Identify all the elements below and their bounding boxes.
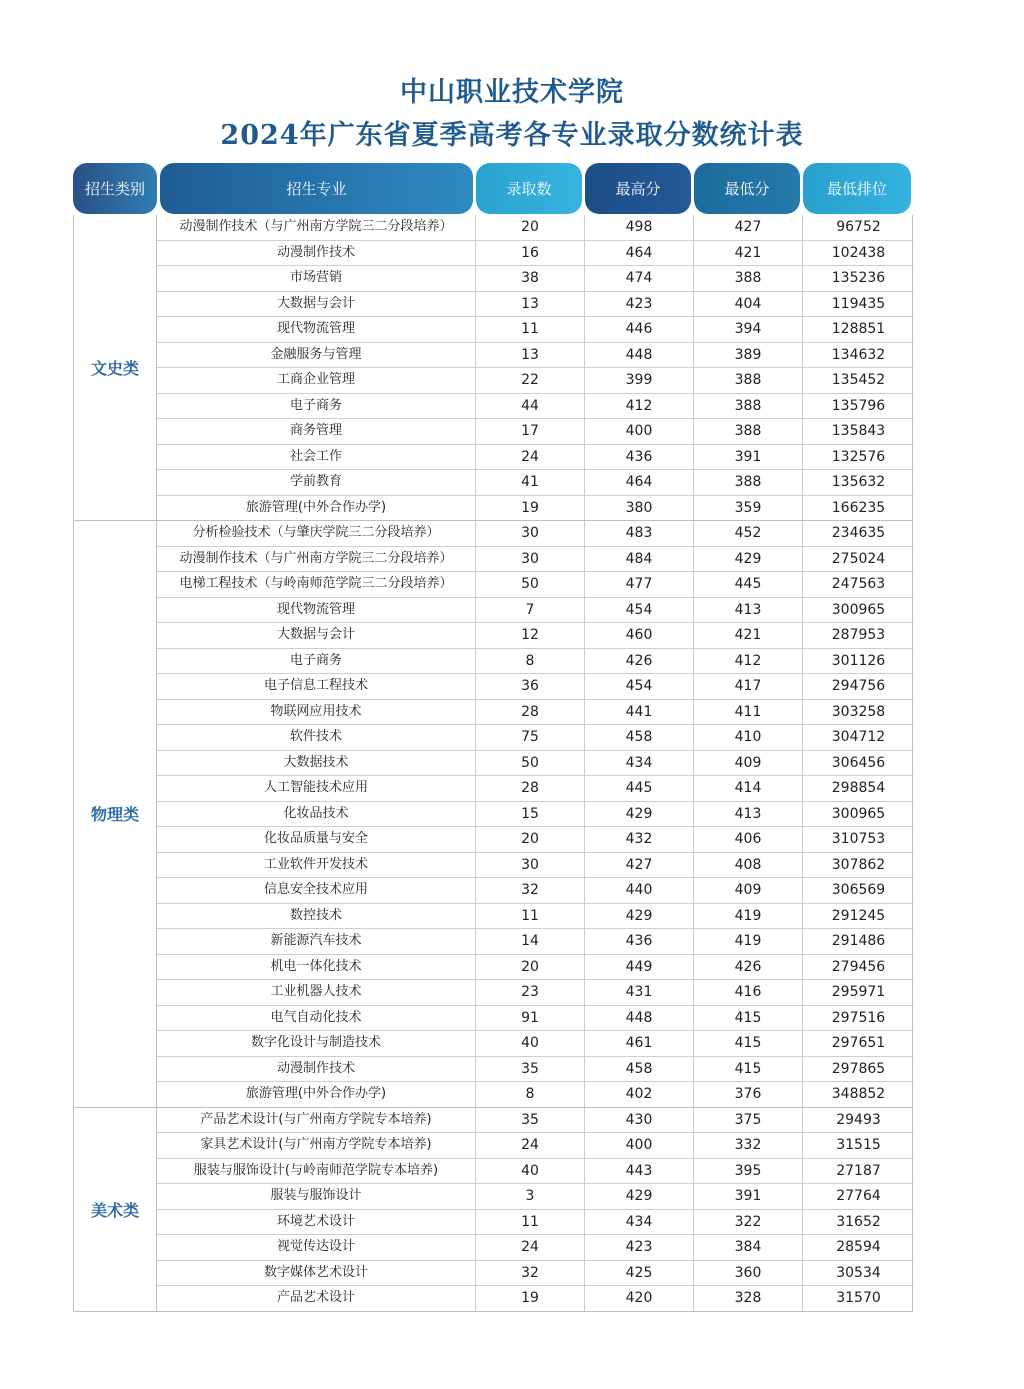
- category-group: [74, 1107, 912, 1311]
- min-score-cell: 452: [694, 521, 803, 546]
- count-cell: 24: [476, 1235, 585, 1260]
- header-max-score: 最高分: [585, 163, 691, 214]
- max-score-cell: 464: [585, 241, 694, 266]
- table-row: [157, 699, 914, 725]
- min-rank-cell: 303258: [831, 703, 886, 720]
- table-row: [157, 1005, 914, 1031]
- major-cell: 学前教育: [157, 470, 476, 495]
- major-cell: 电梯工程技术（与岭南师范学院三二分段培养）: [157, 572, 476, 597]
- min-rank-cell: 27764: [836, 1188, 881, 1204]
- table-row: [157, 265, 914, 291]
- page-subtitle: 2024年广东省夏季高考各专业录取分数统计表: [220, 120, 804, 151]
- major-cell: 分析检验技术（与肇庆学院三二分段培养）: [157, 521, 476, 546]
- count-cell: 8: [476, 1082, 585, 1107]
- min-rank-cell: 297516: [831, 1009, 886, 1026]
- major-cell: 电子信息工程技术: [157, 674, 476, 699]
- min-score-cell: 421: [694, 623, 803, 648]
- max-score-cell: 461: [585, 1031, 694, 1056]
- count-cell: 19: [476, 1286, 585, 1311]
- table-row: [157, 1260, 914, 1286]
- major-cell: 产品艺术设计: [157, 1286, 476, 1311]
- category-label: 文史类: [74, 215, 157, 520]
- max-score-cell: 484: [585, 547, 694, 572]
- max-score-cell: 443: [585, 1159, 694, 1184]
- count-cell: 32: [476, 878, 585, 903]
- table-row: [157, 1108, 914, 1133]
- max-score-cell: 436: [585, 929, 694, 954]
- min-score-cell: 421: [694, 241, 803, 266]
- score-table: [73, 215, 913, 1312]
- header-major: 招生专业: [160, 163, 473, 214]
- min-score-cell: 409: [694, 878, 803, 903]
- min-rank-cell: 234635: [831, 525, 886, 541]
- min-rank-cell: 291486: [831, 933, 886, 949]
- major-cell: 视觉传达设计: [157, 1235, 476, 1260]
- min-rank-cell: 275024: [831, 550, 886, 567]
- table-row: [157, 979, 914, 1005]
- max-score-cell: 460: [585, 623, 694, 648]
- major-cell: 物联网应用技术: [157, 700, 476, 725]
- table-row: [157, 521, 914, 546]
- min-rank-cell: 306456: [831, 754, 886, 771]
- max-score-cell: 483: [585, 521, 694, 546]
- min-rank-cell: 301126: [831, 652, 886, 669]
- major-cell: 电子商务: [157, 394, 476, 419]
- count-cell: 28: [476, 776, 585, 801]
- table-row: [157, 877, 914, 903]
- header-min-score: 最低分: [694, 163, 800, 214]
- table-row: [157, 1056, 914, 1082]
- table-row: [157, 1158, 914, 1184]
- min-rank-cell: 96752: [836, 219, 881, 235]
- major-cell: 动漫制作技术: [157, 1057, 476, 1082]
- count-cell: 38: [476, 266, 585, 291]
- min-score-cell: 389: [694, 343, 803, 368]
- min-score-cell: 415: [694, 1006, 803, 1031]
- min-rank-cell: 294756: [831, 678, 886, 694]
- min-score-cell: 414: [694, 776, 803, 801]
- max-score-cell: 436: [585, 445, 694, 470]
- max-score-cell: 498: [585, 215, 694, 240]
- min-rank-cell: 134632: [831, 346, 886, 363]
- table-row: [157, 240, 914, 266]
- count-cell: 20: [476, 955, 585, 980]
- min-rank-cell: 119435: [831, 295, 886, 312]
- count-cell: 17: [476, 419, 585, 444]
- max-score-cell: 464: [585, 470, 694, 495]
- min-rank-cell: 31515: [836, 1137, 881, 1153]
- min-rank-cell: 348852: [831, 1086, 886, 1102]
- count-cell: 91: [476, 1006, 585, 1031]
- count-cell: 13: [476, 292, 585, 317]
- table-row: [157, 724, 914, 750]
- count-cell: 28: [476, 700, 585, 725]
- min-rank-cell: 166235: [831, 499, 886, 516]
- min-rank-cell: 128851: [831, 321, 886, 337]
- min-rank-cell: 304712: [831, 729, 886, 745]
- category-group: [74, 520, 912, 1107]
- min-score-cell: 412: [694, 649, 803, 674]
- max-score-cell: 440: [585, 878, 694, 903]
- count-cell: 11: [476, 904, 585, 929]
- count-cell: 44: [476, 394, 585, 419]
- major-cell: 工业机器人技术: [157, 980, 476, 1005]
- table-row: [157, 1234, 914, 1260]
- table-row: [157, 418, 914, 444]
- table-row: [157, 1183, 914, 1209]
- major-cell: 动漫制作技术: [157, 241, 476, 266]
- max-score-cell: 423: [585, 292, 694, 317]
- header-min-rank: 最低排位: [803, 163, 911, 214]
- count-cell: 8: [476, 649, 585, 674]
- major-cell: 机电一体化技术: [157, 955, 476, 980]
- min-rank-cell: 300965: [831, 601, 886, 618]
- count-cell: 50: [476, 751, 585, 776]
- table-row: [157, 1209, 914, 1235]
- min-rank-cell: 291245: [831, 907, 886, 924]
- count-cell: 20: [476, 827, 585, 852]
- count-cell: 24: [476, 1133, 585, 1158]
- major-cell: 化妆品质量与安全: [157, 827, 476, 852]
- table-row: [157, 291, 914, 317]
- major-cell: 动漫制作技术（与广州南方学院三二分段培养）: [157, 215, 476, 240]
- min-score-cell: 429: [694, 547, 803, 572]
- count-cell: 75: [476, 725, 585, 750]
- major-cell: 信息安全技术应用: [157, 878, 476, 903]
- major-cell: 数字媒体艺术设计: [157, 1261, 476, 1286]
- major-cell: 数控技术: [157, 904, 476, 929]
- max-score-cell: 434: [585, 1210, 694, 1235]
- min-score-cell: 388: [694, 419, 803, 444]
- table-row: [157, 673, 914, 699]
- max-score-cell: 412: [585, 394, 694, 419]
- min-score-cell: 388: [694, 470, 803, 495]
- min-score-cell: 394: [694, 317, 803, 342]
- min-rank-cell: 135796: [831, 397, 886, 414]
- major-cell: 电子商务: [157, 649, 476, 674]
- min-score-cell: 419: [694, 904, 803, 929]
- min-rank-cell: 135452: [831, 372, 886, 388]
- min-rank-cell: 287953: [831, 627, 886, 643]
- min-score-cell: 411: [694, 700, 803, 725]
- min-score-cell: 359: [694, 496, 803, 521]
- min-rank-cell: 135632: [831, 474, 886, 490]
- major-cell: 工业软件开发技术: [157, 853, 476, 878]
- min-score-cell: 375: [694, 1108, 803, 1133]
- max-score-cell: 400: [585, 419, 694, 444]
- count-cell: 24: [476, 445, 585, 470]
- table-row: [157, 597, 914, 623]
- major-cell: 旅游管理(中外合作办学): [157, 496, 476, 521]
- category-label: 物理类: [74, 521, 157, 1107]
- count-cell: 13: [476, 343, 585, 368]
- major-cell: 市场营销: [157, 266, 476, 291]
- max-score-cell: 429: [585, 802, 694, 827]
- max-score-cell: 445: [585, 776, 694, 801]
- major-cell: 服装与服饰设计(与岭南师范学院专本培养): [157, 1159, 476, 1184]
- header-category: 招生类别: [73, 163, 157, 214]
- major-cell: 大数据与会计: [157, 292, 476, 317]
- major-cell: 商务管理: [157, 419, 476, 444]
- min-score-cell: 391: [694, 445, 803, 470]
- min-score-cell: 388: [694, 368, 803, 393]
- min-rank-cell: 132576: [831, 448, 886, 465]
- min-score-cell: 409: [694, 751, 803, 776]
- min-rank-cell: 29493: [836, 1111, 881, 1128]
- table-row: [157, 852, 914, 878]
- table-row: [157, 622, 914, 648]
- table-row: [157, 648, 914, 674]
- min-score-cell: 408: [694, 853, 803, 878]
- count-cell: 40: [476, 1159, 585, 1184]
- min-rank-cell: 307862: [831, 856, 886, 873]
- min-score-cell: 395: [694, 1159, 803, 1184]
- max-score-cell: 429: [585, 1184, 694, 1209]
- max-score-cell: 430: [585, 1108, 694, 1133]
- min-score-cell: 328: [694, 1286, 803, 1311]
- min-rank-cell: 297865: [831, 1060, 886, 1077]
- count-cell: 19: [476, 496, 585, 521]
- count-cell: 12: [476, 623, 585, 648]
- min-score-cell: 416: [694, 980, 803, 1005]
- max-score-cell: 458: [585, 1057, 694, 1082]
- min-score-cell: 384: [694, 1235, 803, 1260]
- count-cell: 20: [476, 215, 585, 240]
- min-score-cell: 391: [694, 1184, 803, 1209]
- count-cell: 30: [476, 547, 585, 572]
- major-cell: 金融服务与管理: [157, 343, 476, 368]
- table-row: [157, 367, 914, 393]
- count-cell: 35: [476, 1108, 585, 1133]
- table-row: [157, 801, 914, 827]
- min-rank-cell: 310753: [831, 831, 886, 847]
- page-title: 中山职业技术学院: [400, 77, 624, 108]
- min-score-cell: 388: [694, 394, 803, 419]
- count-cell: 3: [476, 1184, 585, 1209]
- max-score-cell: 458: [585, 725, 694, 750]
- table-row: [157, 928, 914, 954]
- table-row: [157, 444, 914, 470]
- min-score-cell: 404: [694, 292, 803, 317]
- min-score-cell: 417: [694, 674, 803, 699]
- count-cell: 50: [476, 572, 585, 597]
- max-score-cell: 420: [585, 1286, 694, 1311]
- max-score-cell: 423: [585, 1235, 694, 1260]
- major-cell: 电气自动化技术: [157, 1006, 476, 1031]
- table-row: [157, 215, 914, 240]
- count-cell: 14: [476, 929, 585, 954]
- max-score-cell: 380: [585, 496, 694, 521]
- major-cell: 社会工作: [157, 445, 476, 470]
- table-row: [157, 903, 914, 929]
- max-score-cell: 429: [585, 904, 694, 929]
- count-cell: 41: [476, 470, 585, 495]
- max-score-cell: 426: [585, 649, 694, 674]
- min-rank-cell: 247563: [831, 576, 886, 592]
- major-cell: 现代物流管理: [157, 317, 476, 342]
- count-cell: 30: [476, 521, 585, 546]
- table-row: [157, 495, 914, 521]
- count-cell: 15: [476, 802, 585, 827]
- max-score-cell: 425: [585, 1261, 694, 1286]
- min-score-cell: 415: [694, 1057, 803, 1082]
- count-cell: 40: [476, 1031, 585, 1056]
- min-score-cell: 445: [694, 572, 803, 597]
- min-rank-cell: 135843: [831, 423, 886, 439]
- min-score-cell: 426: [694, 955, 803, 980]
- min-score-cell: 322: [694, 1210, 803, 1235]
- table-row: [157, 571, 914, 597]
- min-rank-cell: 295971: [831, 984, 886, 1000]
- major-cell: 大数据与会计: [157, 623, 476, 648]
- min-rank-cell: 300965: [831, 805, 886, 822]
- category-group: [74, 215, 912, 520]
- min-rank-cell: 298854: [831, 780, 886, 796]
- count-cell: 7: [476, 598, 585, 623]
- min-rank-cell: 31652: [836, 1213, 881, 1230]
- major-cell: 环境艺术设计: [157, 1210, 476, 1235]
- table-row: [157, 775, 914, 801]
- min-rank-cell: 28594: [836, 1239, 881, 1255]
- count-cell: 11: [476, 1210, 585, 1235]
- max-score-cell: 474: [585, 266, 694, 291]
- min-score-cell: 388: [694, 266, 803, 291]
- max-score-cell: 400: [585, 1133, 694, 1158]
- count-cell: 11: [476, 317, 585, 342]
- table-row: [157, 1030, 914, 1056]
- count-cell: 16: [476, 241, 585, 266]
- min-rank-cell: 31570: [836, 1290, 881, 1306]
- major-cell: 工商企业管理: [157, 368, 476, 393]
- min-score-cell: 419: [694, 929, 803, 954]
- count-cell: 35: [476, 1057, 585, 1082]
- table-row: [157, 393, 914, 419]
- major-cell: 人工智能技术应用: [157, 776, 476, 801]
- table-row: [157, 750, 914, 776]
- table-row: [157, 1132, 914, 1158]
- min-score-cell: 413: [694, 598, 803, 623]
- min-score-cell: 413: [694, 802, 803, 827]
- max-score-cell: 434: [585, 751, 694, 776]
- major-cell: 新能源汽车技术: [157, 929, 476, 954]
- max-score-cell: 448: [585, 1006, 694, 1031]
- min-score-cell: 410: [694, 725, 803, 750]
- min-score-cell: 415: [694, 1031, 803, 1056]
- table-row: [157, 546, 914, 572]
- table-row: [157, 954, 914, 980]
- max-score-cell: 441: [585, 700, 694, 725]
- major-cell: 旅游管理(中外合作办学): [157, 1082, 476, 1107]
- min-rank-cell: 306569: [831, 882, 886, 898]
- header-count: 录取数: [476, 163, 582, 214]
- table-row: [157, 342, 914, 368]
- min-rank-cell: 27187: [836, 1162, 881, 1179]
- max-score-cell: 402: [585, 1082, 694, 1107]
- major-cell: 化妆品技术: [157, 802, 476, 827]
- table-row: [157, 469, 914, 495]
- count-cell: 36: [476, 674, 585, 699]
- max-score-cell: 446: [585, 317, 694, 342]
- category-label: 美术类: [74, 1108, 157, 1311]
- min-rank-cell: 279456: [831, 958, 886, 975]
- count-cell: 32: [476, 1261, 585, 1286]
- min-rank-cell: 102438: [831, 244, 886, 261]
- major-cell: 服装与服饰设计: [157, 1184, 476, 1209]
- table-row: [157, 1081, 914, 1107]
- table-row: [157, 826, 914, 852]
- table-row: [157, 1285, 914, 1311]
- major-cell: 产品艺术设计(与广州南方学院专本培养): [157, 1108, 476, 1133]
- max-score-cell: 477: [585, 572, 694, 597]
- min-score-cell: 332: [694, 1133, 803, 1158]
- major-cell: 现代物流管理: [157, 598, 476, 623]
- count-cell: 30: [476, 853, 585, 878]
- max-score-cell: 454: [585, 674, 694, 699]
- min-score-cell: 360: [694, 1261, 803, 1286]
- major-cell: 数字化设计与制造技术: [157, 1031, 476, 1056]
- min-rank-cell: 297651: [831, 1035, 886, 1051]
- major-cell: 家具艺术设计(与广州南方学院专本培养): [157, 1133, 476, 1158]
- min-score-cell: 376: [694, 1082, 803, 1107]
- max-score-cell: 432: [585, 827, 694, 852]
- max-score-cell: 427: [585, 853, 694, 878]
- major-cell: 软件技术: [157, 725, 476, 750]
- min-rank-cell: 135236: [831, 270, 886, 286]
- count-cell: 23: [476, 980, 585, 1005]
- max-score-cell: 399: [585, 368, 694, 393]
- major-cell: 大数据技术: [157, 751, 476, 776]
- major-cell: 动漫制作技术（与广州南方学院三二分段培养）: [157, 547, 476, 572]
- min-score-cell: 427: [694, 215, 803, 240]
- min-rank-cell: 30534: [836, 1264, 881, 1281]
- count-cell: 22: [476, 368, 585, 393]
- max-score-cell: 449: [585, 955, 694, 980]
- max-score-cell: 448: [585, 343, 694, 368]
- min-score-cell: 406: [694, 827, 803, 852]
- table-row: [157, 316, 914, 342]
- max-score-cell: 431: [585, 980, 694, 1005]
- max-score-cell: 454: [585, 598, 694, 623]
